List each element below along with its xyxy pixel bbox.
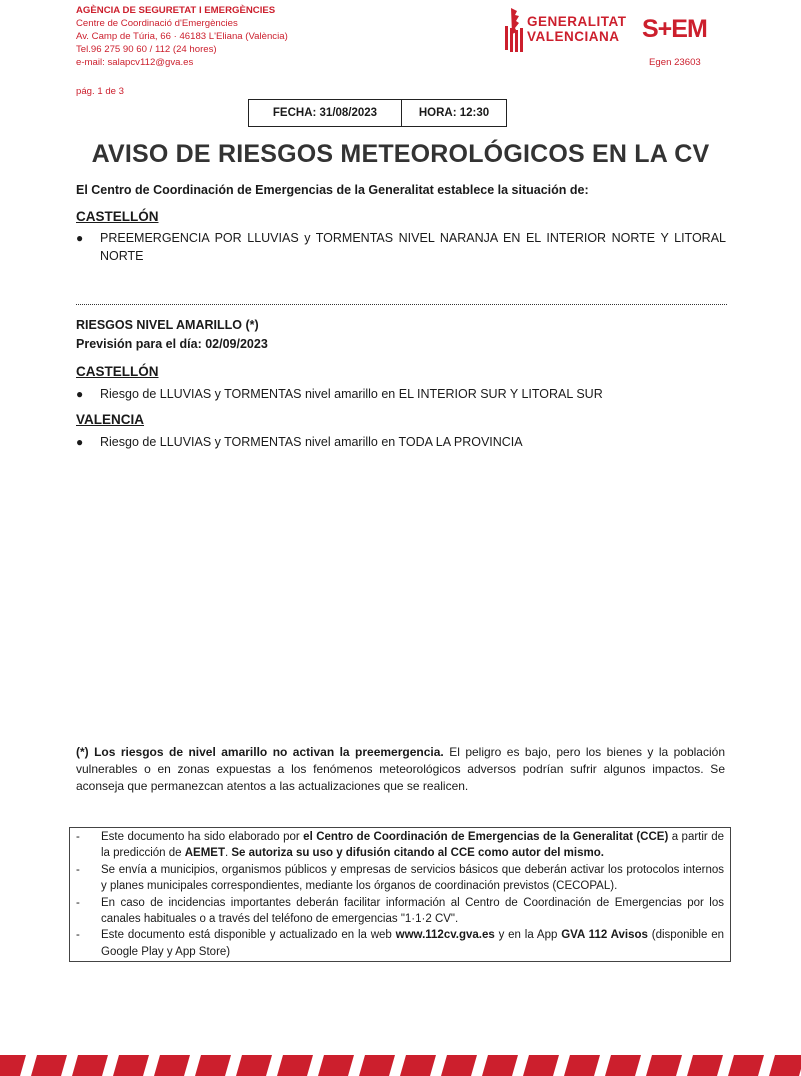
date-cell: FECHA: 31/08/2023	[249, 100, 402, 126]
yellow-region-valencia: VALENCIA	[76, 412, 145, 427]
generalitat-valenciana-logo	[527, 14, 627, 44]
bottom-stripe-decoration	[0, 1055, 801, 1076]
center-name: Centre de Coordinació d'Emergències	[76, 18, 238, 29]
gv-logo-line1: GENERALITAT	[527, 14, 627, 29]
note-bold: (*) Los riesgos de nivel amarillo no activan la preemergencia.	[76, 745, 444, 759]
stripe-dash	[441, 1055, 477, 1076]
disc-text: Este documento está disponible y actualizado en la web	[101, 929, 396, 942]
agency-address: Av. Camp de Túria, 66 · 46183 L'Eliana (València)	[76, 31, 288, 42]
yellow-bullet-castellon	[76, 385, 726, 403]
stripe-dash	[728, 1055, 764, 1076]
note-rest: El peligro es bajo, pero los bienes y la población vulnerables o en zonas expuestas a los fenómenos meteorológicos adversos podrían sufrir algunos impactos. Se aconseja que permanezcan atentos a las actualizaciones que se realicen.	[76, 745, 725, 793]
disc-text: Este documento ha sido elaborado por	[101, 831, 304, 843]
disclaimer-item	[76, 829, 724, 862]
app-name: GVA 112 Avisos	[561, 929, 648, 942]
stripe-dash	[359, 1055, 395, 1076]
stripe-dash	[154, 1055, 190, 1076]
disclaimer-item	[76, 895, 724, 928]
disc-text: Se envía a municipios, organismos públicos y empresas de servicios básicos que deberán activar los protocolos internos y planes municipales correspondientes, mediante los órganos de coordinación previstos (CECOPAL).	[101, 863, 724, 893]
dash-icon: -	[76, 929, 80, 942]
stripe-dash	[564, 1055, 600, 1076]
stripe-dash	[195, 1055, 231, 1076]
page-number: pág. 1 de 3	[76, 86, 125, 97]
sem-logo: S+EM	[642, 15, 707, 43]
disc-text: (disponible en Google Play y App Store)	[101, 929, 725, 958]
dash-icon: -	[76, 863, 80, 876]
stripe-dash	[482, 1055, 518, 1076]
stripe-dash	[113, 1055, 149, 1076]
dash-icon: -	[76, 896, 80, 909]
bullet-icon: ●	[76, 435, 84, 449]
website-link[interactable]: www.112cv.gva.es	[395, 929, 495, 942]
date-time-box	[248, 99, 507, 127]
disc-bold: el Centro de Coordinación de Emergencias de la Generalitat (CCE)	[303, 831, 669, 843]
yellow-risk-heading: RIESGOS NIVEL AMARILLO (*)	[76, 318, 259, 332]
stripe-dash	[72, 1055, 108, 1076]
disc-bold: Se autoriza su uso y difusión citando al CCE como autor del mismo.	[231, 847, 604, 860]
time-cell: HORA: 12:30	[418, 107, 490, 119]
preemergency-text: PREEMERGENCIA POR LLUVIAS y TORMENTAS NIVEL NARANJA EN EL INTERIOR NORTE Y LITORAL NORTE	[100, 231, 726, 263]
disc-text: .	[225, 847, 232, 860]
yellow-region-castellon: CASTELLÓN	[76, 364, 159, 379]
yellow-text-castellon: Riesgo de LLUVIAS y TORMENTAS nivel amarillo en EL INTERIOR SUR Y LITORAL SUR	[100, 387, 603, 401]
stripe-dash	[769, 1055, 801, 1076]
disclaimer-box	[69, 827, 731, 962]
stripe-dash	[646, 1055, 682, 1076]
page-title: AVISO DE RIESGOS METEOROLÓGICOS EN LA CV	[91, 140, 710, 168]
agency-email: e-mail: salapcv112@gva.es	[76, 57, 194, 68]
stripe-dash	[605, 1055, 641, 1076]
stripe-dash	[0, 1055, 26, 1076]
yellow-text-valencia: Riesgo de LLUVIAS y TORMENTAS nivel amarillo en TODA LA PROVINCIA	[100, 435, 523, 449]
bullet-icon: ●	[76, 231, 84, 245]
stripe-dash	[523, 1055, 559, 1076]
disc-bold: AEMET	[184, 847, 225, 860]
disclaimer-item	[76, 927, 724, 960]
stripe-dash	[687, 1055, 723, 1076]
gv-logo-line2: VALENCIANA	[527, 29, 620, 44]
stripe-dash	[236, 1055, 272, 1076]
dash-icon: -	[76, 831, 80, 843]
disc-text: y en la App	[494, 929, 562, 942]
dotted-divider	[76, 304, 727, 305]
preemergency-region-castellon: CASTELLÓN	[76, 209, 159, 224]
disc-text: a partir de la predicción de	[101, 831, 724, 860]
stripe-dash	[400, 1055, 436, 1076]
bullet-icon: ●	[76, 387, 84, 401]
yellow-risk-note	[76, 744, 725, 795]
forecast-date: Previsión para el día: 02/09/2023	[76, 337, 268, 351]
preemergency-bullet	[76, 229, 726, 265]
agency-address-block	[76, 4, 288, 69]
disc-text: En caso de incidencias importantes deberán facilitar información al Centro de Coordinación de Emergencias por los canales habituales o a través del teléfono de emergencias "1·1·2 CV".	[101, 896, 724, 926]
intro-text: El Centro de Coordinación de Emergencias de la Generalitat establece la situación de:	[76, 183, 589, 197]
agency-phone: Tel.96 275 90 60 / 112 (24 hores)	[76, 44, 217, 55]
yellow-bullet-valencia	[76, 433, 726, 451]
stripe-dash	[31, 1055, 67, 1076]
disclaimer-item	[76, 862, 724, 895]
stripe-dash	[277, 1055, 313, 1076]
egen-code: Egen 23603	[649, 57, 701, 68]
stripe-dash	[318, 1055, 354, 1076]
agency-name: AGÈNCIA DE SEGURETAT I EMERGÈNCIES	[76, 5, 276, 16]
